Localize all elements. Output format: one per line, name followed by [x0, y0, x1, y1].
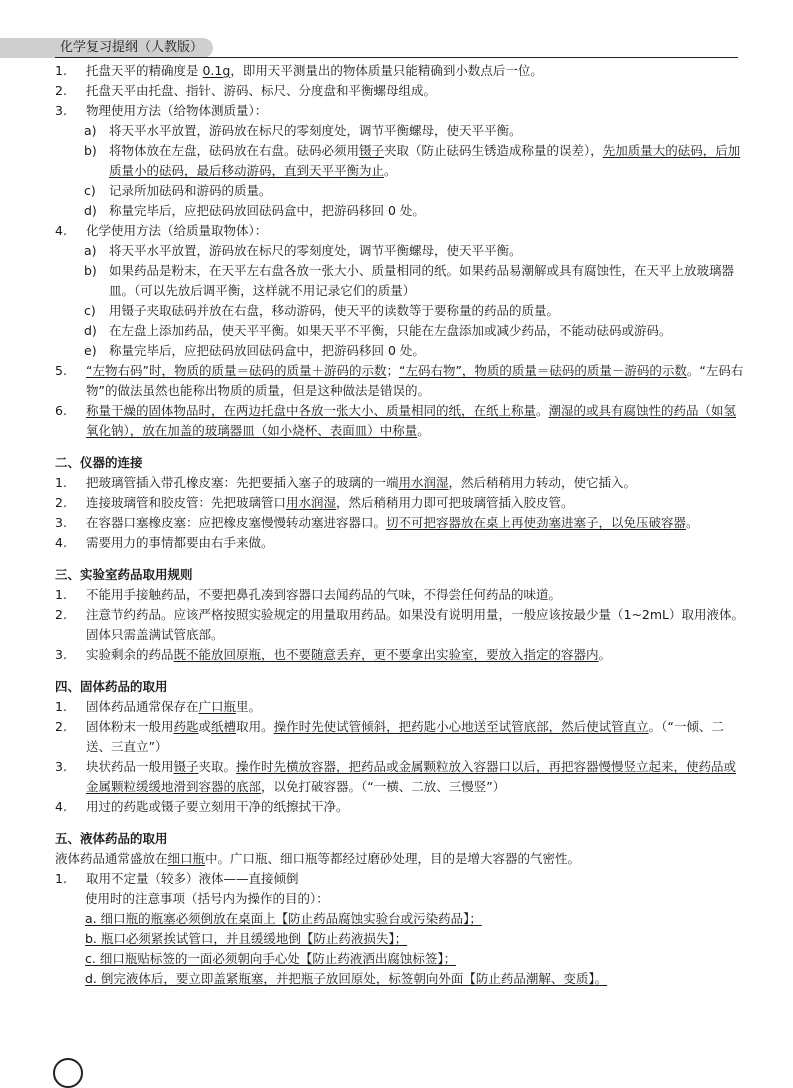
underlined-text: 细口瓶 — [167, 851, 206, 866]
item-number: 3. — [55, 647, 67, 662]
underlined-text: 药匙 — [173, 719, 199, 734]
item-number: 5. — [55, 363, 67, 378]
item-number: 4. — [55, 223, 67, 238]
item-text: 化学使用方法（给质量取物体）： — [86, 223, 268, 238]
list-item — [55, 221, 745, 241]
underlined-text: “左物右码”时，物质的质量＝砝码的质量＋游码的示数 — [86, 363, 387, 378]
item-number: 2. — [55, 719, 67, 734]
item-number: 1. — [55, 587, 67, 602]
list-item — [55, 493, 745, 513]
item-text: 实验剩余的药品既不能放回原瓶，也不要随意丢弃，更不要拿出实验室，要放入指定的容器内。 — [86, 647, 612, 662]
note-item-a — [55, 909, 745, 929]
page-number-circle — [53, 1058, 83, 1088]
item-number: 1. — [55, 475, 67, 490]
sub-label: b) — [84, 143, 97, 158]
sub-text: 将天平水平放置，游码放在标尺的零刻度处，调节平衡螺母，使天平平衡。 — [109, 123, 522, 138]
sub-text: 称量完毕后，应把砝码放回砝码盒中，把游码移回 0 处。 — [109, 343, 425, 358]
sub-item — [55, 261, 745, 301]
sub-label: e) — [84, 343, 97, 358]
underlined-text: 既不能放回原瓶，也不要随意丢弃，更不要拿出实验室，要放入指定的容器内 — [173, 647, 599, 662]
sub-text: 将物体放在左盘，砝码放在右盘。砝码必须用镊子夹取（防止砝码生锈造成称量的误差），先加质量大的砝码，后加质量小的砝码，最后移动游码，直到天平平衡为止。 — [109, 143, 741, 178]
sub-label: a) — [84, 123, 97, 138]
sub-item — [55, 301, 745, 321]
section-title: 三、实验室药品取用规则 — [55, 567, 193, 582]
list-item — [55, 401, 745, 441]
list-item — [55, 717, 745, 757]
sub-text: 将天平水平放置，游码放在标尺的零刻度处，调节平衡螺母，使天平平衡。 — [109, 243, 522, 258]
sub-text: 称量完毕后，应把砝码放回砝码盒中，把游码移回 0 处。 — [109, 203, 425, 218]
list-item — [55, 757, 745, 797]
list-item — [55, 473, 745, 493]
underlined-text: 0.1g — [202, 63, 231, 78]
list-item — [55, 797, 745, 817]
item-number: 6. — [55, 403, 67, 418]
underlined-text: b. 瓶口必须紧挨试管口，并且缓缓地倒【防止药液损失】； — [85, 931, 408, 946]
underlined-text: “左码右物”，物质的质量＝砝码的质量－游码的示数 — [398, 363, 687, 378]
list-item — [55, 513, 745, 533]
sub-text: 在左盘上添加药品，使天平平衡。如果天平不平衡，只能在左盘添加或减少药品，不能动砝码或游码。 — [109, 323, 672, 338]
item-number: 1. — [55, 871, 67, 886]
item-text: 在容器口塞橡皮塞：应把橡皮塞慢慢转动塞进容器口。切不可把容器放在桌上再使劲塞进塞子，以免压破容器。 — [86, 515, 699, 530]
item-text: 称量干燥的固体物品时，在两边托盘中各放一张大小、质量相同的纸，在纸上称量。潮湿的或具有腐蚀性的药品（如氢氧化钠），放在加盖的玻璃器皿（如小烧杯、表面皿）中称量。 — [86, 403, 737, 438]
item-text: 取用不定量（较多）液体——直接倾倒 — [86, 871, 299, 886]
item-number: 1. — [55, 63, 67, 78]
item-text: 连接玻璃管和胶皮管：先把玻璃管口用水润湿，然后稍稍用力即可把玻璃管插入胶皮管。 — [86, 495, 574, 510]
sub-label: a) — [84, 243, 97, 258]
note-item-c — [55, 949, 745, 969]
list-item — [55, 81, 745, 101]
underlined-text: 操作时先横放容器，把药品或金属颗粒放入容器口以后，再把容器慢慢竖立起来，使药品或金属颗粒缓缓地滑到容器的底部 — [86, 759, 737, 794]
underlined-text: 先加质量大的砝码，后加质量小的砝码，最后移动游码，直到天平平衡为止 — [109, 143, 741, 178]
sub-label: c) — [84, 183, 96, 198]
note-item-b — [55, 929, 745, 949]
sub-text: 用镊子夹取砝码并放在右盘，移动游码，使天平的读数等于要称量的药品的质量。 — [109, 303, 560, 318]
list-item — [55, 101, 745, 121]
underlined-text: 称量干燥的固体物品时，在两边托盘中各放一张大小、质量相同的纸，在纸上称量 — [86, 403, 537, 418]
item-number: 1. — [55, 699, 67, 714]
section-title: 二、仪器的连接 — [55, 455, 143, 470]
sub-text: 记录所加砝码和游码的质量。 — [109, 183, 272, 198]
underlined-text: 潮湿的或具有腐蚀性的药品（如氢氧化钠），放在加盖的玻璃器皿（如小烧杯、表面皿）中称量 — [86, 403, 737, 438]
list-item — [55, 605, 745, 645]
item-text: 不能用手接触药品，不要把鼻孔凑到容器口去闻药品的气味，不得尝任何药品的味道。 — [86, 587, 562, 602]
underlined-text: 用水润湿 — [398, 475, 449, 490]
item-text: 固体药品通常保存在广口瓶里。 — [86, 699, 262, 714]
item-number: 4. — [55, 799, 67, 814]
section-title: 五、液体药品的取用 — [55, 831, 168, 846]
sub-item — [55, 181, 745, 201]
sub-item — [55, 241, 745, 261]
sub-item — [55, 321, 745, 341]
item-number: 3. — [55, 515, 67, 530]
list-item — [55, 645, 745, 665]
item-text: 固体粉末一般用药匙或纸槽取用。操作时先使试管倾斜，把药匙小心地送至试管底部，然后使试管直立。（“一倾、二送、三直立”） — [86, 719, 724, 754]
item-number: 2. — [55, 83, 67, 98]
item-number: 4. — [55, 535, 67, 550]
item-text: 注意节约药品。应该严格按照实验规定的用量取用药品。如果没有说明用量，一般应该按最少量（1~2mL）取用液体。固体只需盖满试管底部。 — [86, 607, 745, 642]
item-number: 3. — [55, 759, 67, 774]
sub-item — [55, 341, 745, 361]
document-body — [55, 61, 745, 989]
sub-label: c) — [84, 303, 96, 318]
sub-item — [55, 121, 745, 141]
underlined-text: c. 细口瓶贴标签的一面必须朝向手心处【防止药液洒出腐蚀标签】； — [85, 951, 457, 966]
item-text: 用过的药匙或镊子要立刻用干净的纸擦拭干净。 — [86, 799, 349, 814]
underlined-text: 广口瓶 — [198, 699, 237, 714]
section-intro: 液体药品通常盛放在细口瓶中。广口瓶、细口瓶等都经过磨砂处理，目的是增大容器的气密性。 — [55, 851, 581, 866]
page-header-title: 化学复习提纲（人教版） — [60, 40, 204, 55]
list-item — [55, 869, 745, 889]
list-item — [55, 533, 745, 553]
item-text: 托盘天平的精确度是 0.1g，即用天平测量出的物体质量只能精确到小数点后一位。 — [86, 63, 543, 78]
list-item — [55, 697, 745, 717]
item-text: “左物右码”时，物质的质量＝砝码的质量＋游码的示数；“左码右物”，物质的质量＝砝码的质量－游码的示数。“左码右物”的做法虽然也能称出物质的质量，但是这种做法是错误的。 — [86, 363, 744, 398]
item-number: 2. — [55, 607, 67, 622]
list-item — [55, 361, 745, 401]
item-text: 块状药品一般用镊子夹取。操作时先横放容器，把药品或金属颗粒放入容器口以后，再把容器慢慢竖立起来，使药品或金属颗粒缓缓地滑到容器的底部，以免打破容器。（“一横、二放、三慢竖”） — [86, 759, 737, 794]
list-item — [55, 585, 745, 605]
list-item — [55, 61, 745, 81]
item-text: 托盘天平由托盘、指针、游码、标尺、分度盘和平衡螺母组成。 — [86, 83, 437, 98]
underlined-text: 操作时先使试管倾斜，把药匙小心地送至试管底部，然后使试管直立 — [273, 719, 649, 734]
underlined-text: 纸槽 — [211, 719, 237, 734]
underlined-text: 镊子 — [359, 143, 385, 158]
note-item-d — [55, 969, 745, 989]
note-line: 使用时的注意事项（括号内为操作的目的）： — [85, 891, 329, 906]
sub-label: b) — [84, 263, 97, 278]
sub-text: 如果药品是粉末，在天平左右盘各放一张大小、质量相同的纸。如果药品易潮解或具有腐蚀性，在天平上放玻璃器皿。（可以先放后调平衡，这样就不用记录它们的质量） — [109, 263, 735, 298]
sub-item — [55, 201, 745, 221]
sub-label: d) — [84, 203, 97, 218]
underlined-text: 用水润湿 — [286, 495, 337, 510]
item-number: 2. — [55, 495, 67, 510]
underlined-text: 镊子 — [173, 759, 199, 774]
section-title: 四、固体药品的取用 — [55, 679, 168, 694]
item-text: 把玻璃管插入带孔橡皮塞：先把要插入塞子的玻璃的一端用水润湿，然后稍稍用力转动，使它插入。 — [86, 475, 637, 490]
item-number: 3. — [55, 103, 67, 118]
underlined-text: 切不可把容器放在桌上再使劲塞进塞子，以免压破容器 — [386, 515, 687, 530]
sub-item — [55, 141, 745, 181]
header-rule — [55, 57, 738, 58]
underlined-text: a. 细口瓶的瓶塞必须倒放在桌面上【防止药品腐蚀实验台或污染药品】； — [85, 911, 482, 926]
sub-label: d) — [84, 323, 97, 338]
item-text: 需要用力的事情都要由右手来做。 — [86, 535, 274, 550]
item-text: 物理使用方法（给物体测质量）： — [86, 103, 268, 118]
underlined-text: d. 倒完液体后，要立即盖紧瓶塞，并把瓶子放回原处，标签朝向外面【防止药品潮解、变质】。 — [85, 971, 608, 986]
